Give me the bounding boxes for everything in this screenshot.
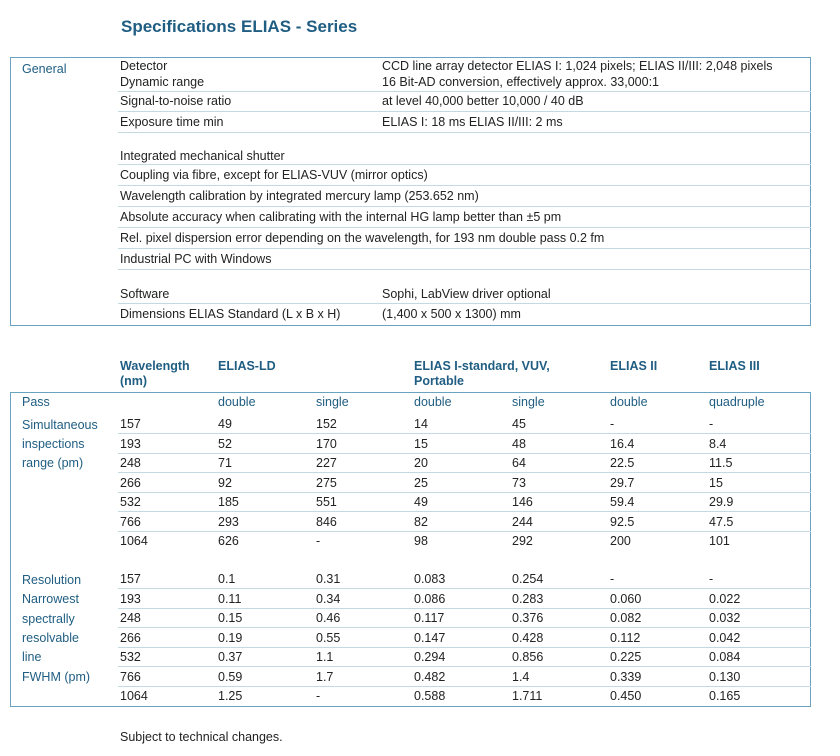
table-cell: 49 [414, 495, 428, 509]
table-cell: 45 [512, 417, 526, 431]
row-divider [118, 91, 811, 92]
table-cell: 0.112 [610, 630, 641, 645]
row-divider [118, 627, 811, 628]
row-divider [118, 531, 811, 532]
table-cell: 766 [120, 514, 141, 529]
row-divider [118, 492, 811, 493]
table-cell: 52 [218, 436, 232, 451]
table-cell: 0.042 [709, 630, 741, 645]
table-cell: 71 [218, 456, 232, 470]
spec-label: Exposure time min [120, 115, 224, 129]
spec-value: 16 Bit-AD conversion, effectively approx. 33,000:1 [382, 75, 660, 89]
spec-value: at level 40,000 better 10,000 / 40 dB [382, 94, 584, 108]
row-divider [118, 686, 811, 687]
table-cell: 766 [120, 669, 141, 684]
table-cell: 532 [120, 495, 141, 509]
feature-item: Rel. pixel dispersion error depending on the wavelength, for 193 nm double pass 0.2 fm [120, 231, 605, 245]
table-cell: 0.376 [512, 611, 544, 625]
table-cell: 47.5 [709, 514, 734, 529]
table-cell: 227 [316, 456, 337, 470]
pass-cell: single [512, 395, 545, 409]
table-cell: 185 [218, 495, 239, 509]
table-cell: 1.25 [218, 689, 243, 703]
row-divider [118, 453, 811, 454]
pass-cell: double [610, 395, 648, 409]
table-cell: 266 [120, 630, 141, 645]
table-cell: 48 [512, 436, 526, 451]
table-cell: 0.55 [316, 630, 341, 645]
table-cell: 0.254 [512, 572, 544, 586]
table-cell: 0.588 [414, 689, 446, 703]
row-divider [118, 227, 811, 228]
row-divider [118, 303, 811, 304]
table-cell: 98 [414, 534, 428, 548]
table-cell: 0.428 [512, 630, 544, 645]
table-cell: 193 [120, 591, 141, 606]
row-divider [118, 608, 811, 609]
table-cell: 1.7 [316, 669, 334, 684]
table-cell: 0.37 [218, 650, 243, 664]
table-cell: 200 [610, 534, 631, 548]
table-cell: 20 [414, 456, 428, 470]
table-cell: 11.5 [709, 456, 733, 470]
table-cell: 532 [120, 650, 141, 664]
row-divider [118, 588, 811, 589]
table-cell: 92 [218, 475, 232, 490]
col-header-wavelength: Wavelength (nm) [120, 359, 190, 388]
range-label: inspections [22, 437, 85, 451]
row-divider [118, 248, 811, 249]
resolution-label: line [22, 650, 42, 664]
row-divider [118, 206, 811, 207]
table-cell: 1.4 [512, 669, 530, 684]
row-divider [118, 269, 811, 270]
row-divider [118, 511, 811, 512]
table-cell: 0.11 [218, 591, 242, 606]
table-cell: 157 [120, 417, 141, 431]
resolution-label: spectrally [22, 612, 75, 626]
table-cell: 14 [414, 417, 428, 431]
table-cell: 846 [316, 514, 337, 529]
row-divider [118, 647, 811, 648]
table-cell: 157 [120, 572, 141, 586]
general-label: General [22, 62, 67, 76]
table-cell: 266 [120, 475, 141, 490]
spec-label: Dynamic range [120, 75, 205, 89]
range-label: range (pm) [22, 456, 84, 470]
footer-note: Subject to technical changes. [120, 730, 283, 744]
table-cell: 29.9 [709, 495, 734, 509]
range-label: Simultaneous [22, 418, 98, 432]
table-cell: 0.482 [414, 669, 446, 684]
table-cell: 29.7 [610, 475, 635, 490]
table-cell: - [316, 689, 321, 703]
table-cell: 0.339 [610, 669, 642, 684]
table-cell: 0.19 [218, 630, 243, 645]
row-divider [118, 132, 811, 133]
feature-item: Industrial PC with Windows [120, 252, 272, 266]
spec-value: CCD line array detector ELIAS I: 1,024 pixels; ELIAS II/III: 2,048 pixels [382, 59, 773, 73]
table-cell: 0.022 [709, 591, 741, 606]
table-cell: - [709, 572, 714, 586]
table-cell: 248 [120, 456, 141, 470]
feature-item: Absolute accuracy when calibrating with the internal HG lamp better than ±5 pm [120, 210, 562, 224]
pass-cell: quadruple [709, 395, 765, 409]
row-divider [118, 472, 811, 473]
table-cell: 0.147 [414, 630, 446, 645]
table-cell: 244 [512, 514, 533, 529]
table-cell: 275 [316, 475, 337, 490]
col-header-elias-ii: ELIAS II [610, 359, 658, 373]
spec-label: Software [120, 287, 170, 301]
table-cell: - [709, 417, 714, 431]
table-cell: 152 [316, 417, 337, 431]
row-divider [118, 185, 811, 186]
table-cell: 0.086 [414, 591, 446, 606]
table-cell: - [610, 572, 615, 586]
resolution-label: resolvable [22, 631, 79, 645]
table-cell: 0.130 [709, 669, 741, 684]
table-cell: 0.225 [610, 650, 642, 664]
table-cell: 73 [512, 475, 526, 490]
table-cell: 0.856 [512, 650, 544, 664]
table-cell: 0.34 [316, 591, 341, 606]
table-cell: 0.032 [709, 611, 741, 625]
table-cell: 16.4 [610, 436, 635, 451]
table-cell: 101 [709, 534, 730, 548]
table-cell: 0.294 [414, 650, 446, 664]
table-cell: 551 [316, 495, 337, 509]
row-divider [118, 111, 811, 112]
pass-cell: single [316, 395, 349, 409]
table-cell: 0.59 [218, 669, 243, 684]
table-cell: 0.083 [414, 572, 446, 586]
table-cell: 64 [512, 456, 526, 470]
table-cell: 1064 [120, 689, 148, 703]
table-cell: 49 [218, 417, 232, 431]
table-cell: 0.450 [610, 689, 642, 703]
row-divider [118, 666, 811, 667]
table-cell: 170 [316, 436, 337, 451]
table-cell: 0.31 [316, 572, 341, 586]
resolution-label: FWHM (pm) [22, 670, 91, 684]
table-cell: - [316, 534, 321, 548]
table-cell: 0.117 [414, 611, 445, 625]
row-divider [118, 164, 811, 165]
pass-cell: double [218, 395, 256, 409]
pass-cell: double [414, 395, 452, 409]
table-cell: 1.711 [512, 689, 543, 703]
table-cell: 146 [512, 495, 533, 509]
col-header-elias-ld: ELIAS-LD [218, 359, 276, 373]
table-cell: 8.4 [709, 436, 727, 451]
table-cell: 0.165 [709, 689, 741, 703]
table-cell: 293 [218, 514, 239, 529]
table-cell: 15 [709, 475, 723, 490]
table-cell: 0.283 [512, 591, 544, 606]
table-cell: 626 [218, 534, 239, 548]
row-divider [118, 433, 811, 434]
spec-label: Detector [120, 59, 168, 73]
resolution-label: Narrowest [22, 592, 79, 606]
table-cell: 0.060 [610, 591, 642, 606]
table-cell: 0.46 [316, 611, 341, 625]
table-cell: 0.15 [218, 611, 243, 625]
feature-item: Wavelength calibration by integrated mercury lamp (253.652 nm) [120, 189, 479, 203]
spec-value: (1,400 x 500 x 1300) mm [382, 307, 521, 321]
col-header-elias-iii: ELIAS III [709, 359, 760, 373]
feature-item: Integrated mechanical shutter [120, 149, 285, 163]
resolution-label: Resolution [22, 573, 82, 587]
table-cell: 0.082 [610, 611, 642, 625]
pass-label: Pass [22, 395, 50, 409]
table-cell: 248 [120, 611, 141, 625]
spec-value: Sophi, LabView driver optional [382, 287, 551, 301]
spec-label: Signal-to-noise ratio [120, 94, 232, 108]
col-header-elias-i: ELIAS I-standard, VUV, Portable [414, 359, 550, 388]
table-cell: 0.084 [709, 650, 741, 664]
table-cell: 82 [414, 514, 428, 529]
spec-label: Dimensions ELIAS Standard (L x B x H) [120, 307, 341, 321]
table-cell: 1.1 [316, 650, 334, 664]
table-cell: 59.4 [610, 495, 635, 509]
table-cell: 193 [120, 436, 141, 451]
table-cell: 92.5 [610, 514, 635, 529]
table-cell: 292 [512, 534, 533, 548]
table-cell: 22.5 [610, 456, 635, 470]
table-cell: 15 [414, 436, 428, 451]
table-cell: 0.1 [218, 572, 236, 586]
table-cell: - [610, 417, 615, 431]
page-title: Specifications ELIAS - Series [121, 17, 358, 36]
table-cell: 1064 [120, 534, 148, 548]
table-cell: 25 [414, 475, 428, 490]
spec-value: ELIAS I: 18 ms ELIAS II/III: 2 ms [382, 115, 563, 129]
feature-item: Coupling via fibre, except for ELIAS-VUV (mirror optics) [120, 168, 428, 182]
